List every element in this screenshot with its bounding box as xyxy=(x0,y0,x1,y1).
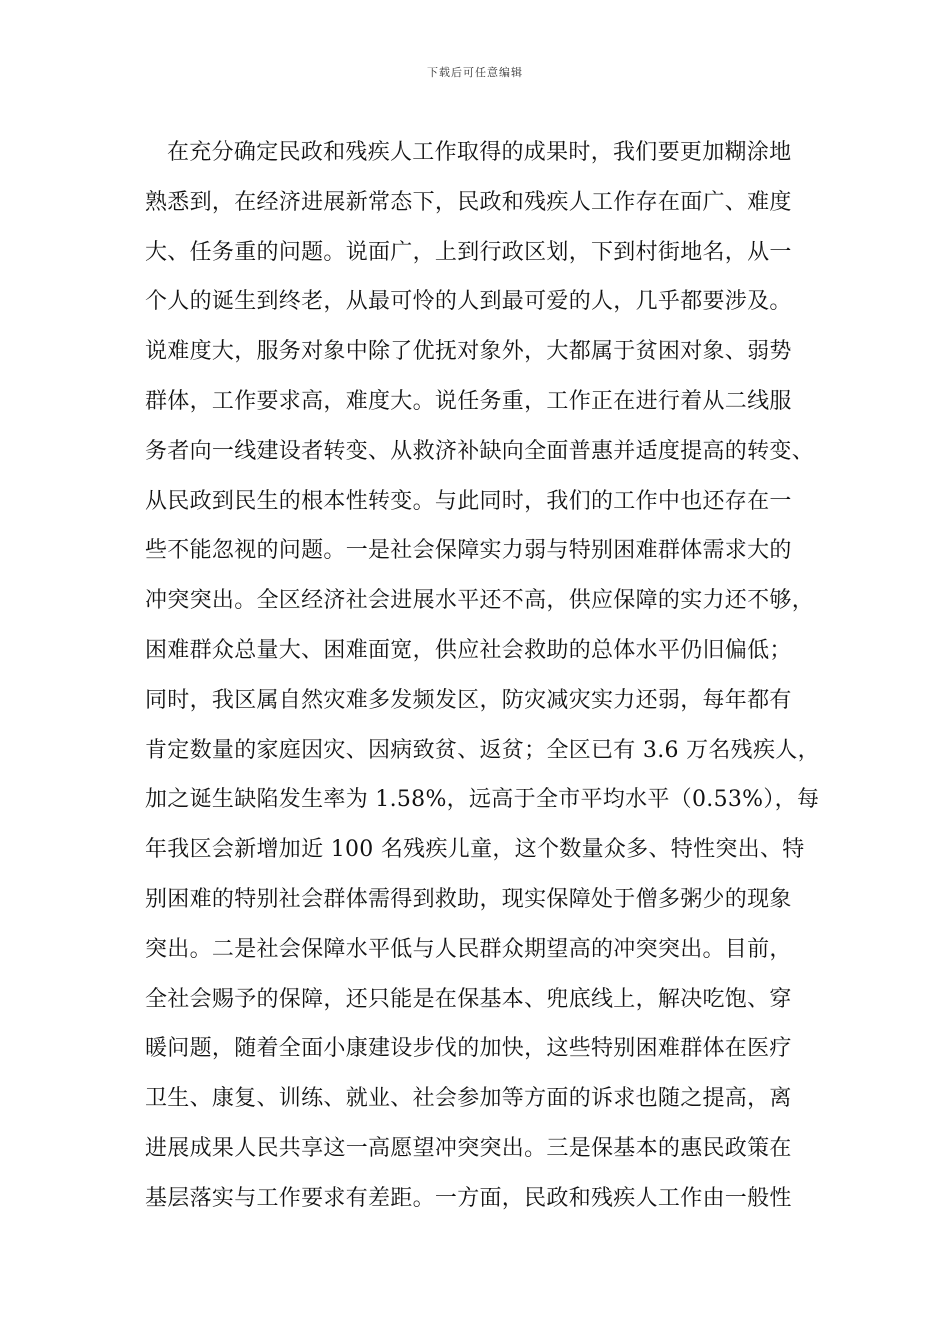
text-line: 从民政到民生的根本性转变。与此同时，我们的工作中也还存在一 xyxy=(145,488,792,514)
text-line: 卫生、康复、训练、就业、社会参加等方面的诉求也随之提高，离 xyxy=(145,1086,792,1112)
text-line: 熟悉到，在经济进展新常态下，民政和残疾人工作存在面广、难度 xyxy=(145,189,792,215)
text-line: 务者向一线建设者转变、从救济补缺向全面普惠并适度提高的转变、 xyxy=(145,438,815,464)
text-line: 年我区会新增加近 100 名残疾儿童，这个数量众多、特性突出、特 xyxy=(145,837,805,863)
text-line: 同时，我区属自然灾难多发频发区，防灾减灾实力还弱，每年都有 xyxy=(145,687,792,713)
body-paragraph xyxy=(145,128,825,1224)
text-line: 在充分确定民政和残疾人工作取得的成果时，我们要更加糊涂地 xyxy=(167,140,792,165)
text-line: 大、任务重的问题。说面广，上到行政区划，下到村街地名，从一 xyxy=(145,239,792,265)
text-line: 暖问题，随着全面小康建设步伐的加快，这些特别困难群体在医疗 xyxy=(145,1036,792,1062)
text-line: 全社会赐予的保障，还只能是在保基本、兜底线上，解决吃饱、穿 xyxy=(145,986,792,1012)
text-line: 突出。二是社会保障水平低与人民群众期望高的冲突突出。目前， xyxy=(145,936,792,962)
page-header: 下载后可任意编辑 xyxy=(427,66,523,79)
text-line: 说难度大，服务对象中除了优抚对象外，大都属于贫困对象、弱势 xyxy=(145,339,792,365)
text-line: 别困难的特别社会群体需得到救助，现实保障处于僧多粥少的现象 xyxy=(145,886,792,912)
text-line: 个人的诞生到终老，从最可怜的人到最可爱的人，几乎都要涉及。 xyxy=(145,289,792,315)
text-line: 群体，工作要求高，难度大。说任务重，工作正在进行着从二线服 xyxy=(145,388,792,414)
text-line: 基层落实与工作要求有差距。一方面，民政和残疾人工作由一般性 xyxy=(145,1185,792,1211)
text-line: 加之诞生缺陷发生率为 1.58%，远高于全市平均水平（0.53%），每 xyxy=(145,787,820,813)
text-line: 冲突突出。全区经济社会进展水平还不高，供应保障的实力还不够， xyxy=(145,588,815,614)
text-line: 肯定数量的家庭因灾、因病致贫、返贫；全区已有 3.6 万名残疾人， xyxy=(145,737,820,763)
text-line: 进展成果人民共享这一高愿望冲突突出。三是保基本的惠民政策在 xyxy=(145,1135,792,1161)
text-line: 困难群众总量大、困难面宽，供应社会救助的总体水平仍旧偏低； xyxy=(145,637,792,663)
text-line: 些不能忽视的问题。一是社会保障实力弱与特别困难群体需求大的 xyxy=(145,538,792,564)
